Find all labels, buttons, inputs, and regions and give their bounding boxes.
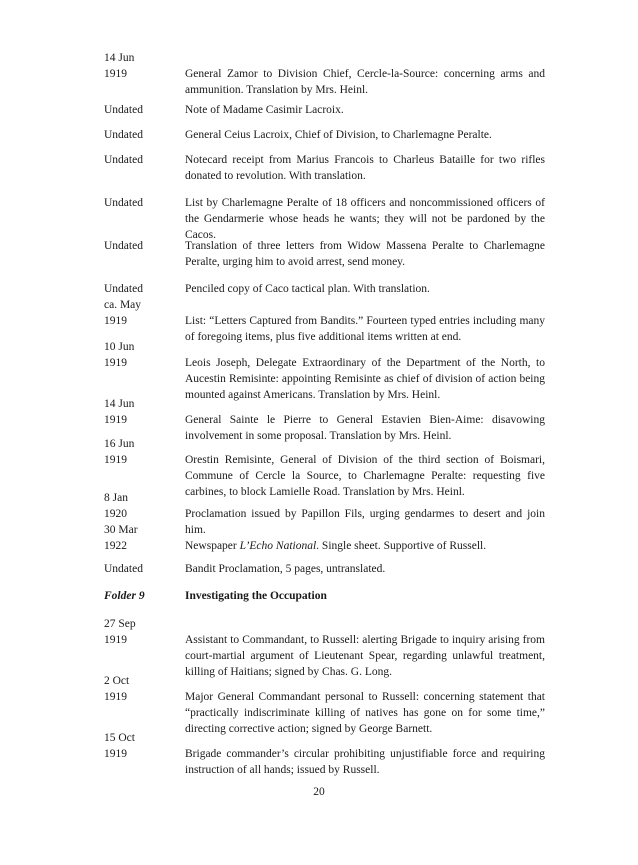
entry-date bbox=[104, 730, 174, 762]
entry-description: Notecard receipt from Marius Francois to Charleus Bataille for two rifles donated to revolution. With translation. bbox=[185, 154, 545, 182]
entry-date bbox=[104, 490, 174, 522]
date-line: Undated bbox=[104, 154, 143, 166]
entry-date bbox=[104, 50, 174, 82]
entry-description: Orestin Remisinte, General of Division of the third section of Boismari, Commune of Cercle la Source, to Charlemagne Peralte: requesting five carbines, to block Lamielle Road. Translation by Mrs. Heinl. bbox=[185, 454, 545, 498]
entry-date bbox=[104, 297, 174, 329]
date-line: Undated bbox=[104, 563, 143, 575]
entry-description: Leois Joseph, Delegate Extraordinary of the Department of the North, to Aucestin Remisinte: appointing Remisinte as chief of division of action being mounted against Americans. Translation by Mrs. Heinl. bbox=[185, 357, 545, 401]
date-line: Undated bbox=[104, 240, 143, 252]
entry-description: Brigade commander’s circular prohibiting unjustifiable force and requiring instruction of all hands; issued by Russell. bbox=[185, 748, 545, 776]
entry-date bbox=[104, 436, 174, 468]
date-line: 30 Mar bbox=[104, 524, 138, 536]
folder-title: Investigating the Occupation bbox=[185, 590, 327, 602]
date-line: 2 Oct bbox=[104, 675, 130, 687]
date-line: 16 Jun bbox=[104, 438, 135, 450]
entry-description: Translation of three letters from Widow Massena Peralte to Charlemagne Peralte, urging him to avoid arrest, send money. bbox=[185, 240, 545, 268]
entry-date bbox=[104, 396, 174, 428]
entry-description bbox=[185, 538, 545, 554]
entry-date bbox=[104, 127, 174, 143]
date-line: Undated bbox=[104, 129, 143, 141]
date-line: 1919 bbox=[104, 68, 127, 80]
entry-date bbox=[104, 238, 174, 254]
entry-date bbox=[104, 339, 174, 371]
date-line: Undated bbox=[104, 197, 143, 209]
entry-date bbox=[104, 152, 174, 168]
date-line: 1919 bbox=[104, 691, 127, 703]
date-line: Undated bbox=[104, 283, 143, 295]
entry-description: General Zamor to Division Chief, Cercle-la-Source: concerning arms and ammunition. Translation by Mrs. Heinl. bbox=[185, 68, 545, 96]
entry-description: Note of Madame Casimir Lacroix. bbox=[185, 104, 344, 116]
entry-description: Proclamation issued by Papillon Fils, urging gendarmes to desert and join him. bbox=[185, 508, 545, 536]
entry-description: Assistant to Commandant, to Russell: alerting Brigade to inquiry arising from court-martial argument of Lieutenant Spear, regarding unlawful treatment, killing of Haitians; signed by Chas. G. Long. bbox=[185, 634, 545, 678]
text-run: . Single sheet. Supportive of Russell. bbox=[316, 540, 487, 552]
entry-description: General Ceius Lacroix, Chief of Division, to Charlemagne Peralte. bbox=[185, 129, 492, 141]
newspaper-title: L’Echo National bbox=[239, 540, 317, 552]
text-run: Newspaper bbox=[185, 540, 240, 552]
date-line: 1919 bbox=[104, 315, 127, 327]
date-line: 1919 bbox=[104, 748, 127, 760]
entry-date bbox=[104, 281, 174, 297]
date-line: 1919 bbox=[104, 414, 127, 426]
entry-date bbox=[104, 195, 174, 211]
entry-description: Major General Commandant personal to Russell: concerning statement that “practically indiscriminate killing of natives has gone on for some time,” directing corrective action; signed by George Barnett. bbox=[185, 691, 545, 735]
date-line: 8 Jan bbox=[104, 492, 128, 504]
entry-date bbox=[104, 522, 174, 554]
page-number: 20 bbox=[313, 786, 325, 798]
entry-description: List by Charlemagne Peralte of 18 officers and noncommissioned officers of the Gendarmerie whose heads he wants; they will not be pardoned by the Cacos. bbox=[185, 197, 545, 241]
date-line: 1919 bbox=[104, 634, 127, 646]
date-line: ca. May bbox=[104, 299, 142, 311]
entry-date bbox=[104, 102, 174, 118]
entry-description: Bandit Proclamation, 5 pages, untranslated. bbox=[185, 563, 386, 575]
date-line: 1920 bbox=[104, 508, 127, 520]
date-line: 15 Oct bbox=[104, 732, 135, 744]
date-line: Undated bbox=[104, 104, 143, 116]
date-line: 10 Jun bbox=[104, 341, 135, 353]
entry-date bbox=[104, 561, 174, 577]
entry-date bbox=[104, 673, 174, 705]
date-line: 1919 bbox=[104, 357, 127, 369]
date-line: 27 Sep bbox=[104, 618, 136, 630]
entry-date bbox=[104, 616, 174, 648]
date-line: 1919 bbox=[104, 454, 127, 466]
date-line: 14 Jun bbox=[104, 398, 135, 410]
entry-description: List: “Letters Captured from Bandits.” Fourteen typed entries including many of foregoing items, plus five additional items written at end. bbox=[185, 315, 545, 343]
folder-label: Folder 9 bbox=[104, 590, 145, 602]
entry-description: Penciled copy of Caco tactical plan. With translation. bbox=[185, 283, 430, 295]
date-line: 1922 bbox=[104, 540, 127, 552]
entry-description: General Sainte le Pierre to General Estavien Bien-Aime: disavowing involvement in some proposal. Translation by Mrs. Heinl. bbox=[185, 414, 545, 442]
date-line: 14 Jun bbox=[104, 52, 135, 64]
